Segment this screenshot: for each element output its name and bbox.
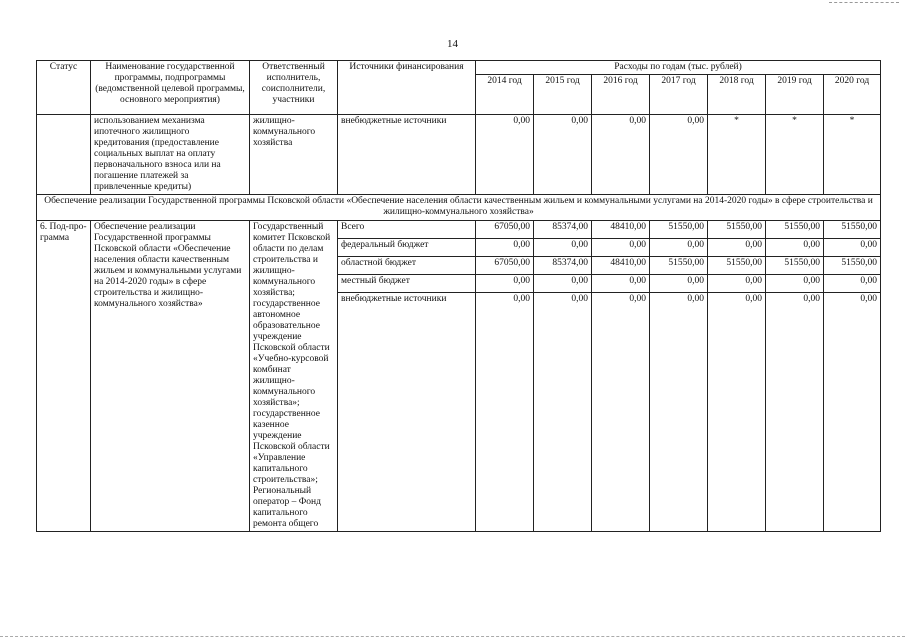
- value-cell: 51550,00: [766, 221, 824, 239]
- value-cell: 48410,00: [592, 221, 650, 239]
- header-expenses: Расходы по годам (тыс. рублей): [476, 61, 881, 75]
- value-cell: 0,00: [650, 275, 708, 293]
- subprogram-executor: Государственный комитет Псковской области по делам строительства и жилищно-коммунального хозяйства; государственное автономное образовательное учреждение Псковской области «Учебно-курсовой комбинат жилищно-коммунального хозяйства»; государственное казенное учреждение Псковской области «Управление капитального строительства»; Региональный оператор – Фонд капитального ремонта общего: [250, 221, 338, 532]
- section-title-row: [37, 195, 881, 221]
- year-header: 2016 год: [592, 75, 650, 115]
- value-cell: 67050,00: [476, 257, 534, 275]
- value-cell: 0,00: [592, 275, 650, 293]
- value-cell: 51550,00: [824, 257, 881, 275]
- value-cell: 0,00: [592, 293, 650, 532]
- continued-row: [37, 115, 881, 195]
- budget-table: [36, 60, 881, 532]
- value-cell: 85374,00: [534, 221, 592, 239]
- year-header: 2015 год: [534, 75, 592, 115]
- value-cell: 51550,00: [650, 257, 708, 275]
- value-cell: 48410,00: [592, 257, 650, 275]
- year-header: 2020 год: [824, 75, 881, 115]
- subprogram-row: [37, 221, 881, 239]
- value-cell: 0,00: [766, 239, 824, 257]
- value-cell: 51550,00: [708, 257, 766, 275]
- subprogram-status: 6. Под-про-грамма: [37, 221, 91, 532]
- scan-edge-bottom: [0, 636, 905, 637]
- source-cell: внебюджетные источники: [338, 293, 476, 532]
- value-cell: 0,00: [650, 293, 708, 532]
- header-status: Статус: [37, 61, 91, 115]
- value-cell: 0,00: [708, 275, 766, 293]
- source-cell: местный бюджет: [338, 275, 476, 293]
- header-executor: Ответственный исполнитель, соисполнители, участники: [250, 61, 338, 115]
- source-cell: федеральный бюджет: [338, 239, 476, 257]
- value-cell: *: [824, 115, 881, 195]
- header-row-1: [37, 61, 881, 75]
- value-cell: 67050,00: [476, 221, 534, 239]
- header-name: Наименование государственной программы, подпрограммы (ведомственной целевой программы, основного мероприятия): [91, 61, 250, 115]
- value-cell: 51550,00: [708, 221, 766, 239]
- value-cell: 0,00: [476, 293, 534, 532]
- source-cell: внебюджетные источники: [338, 115, 476, 195]
- value-cell: 51550,00: [766, 257, 824, 275]
- value-cell: *: [708, 115, 766, 195]
- page-number: 14: [447, 38, 458, 50]
- year-header: 2014 год: [476, 75, 534, 115]
- executor-cell: жилищно-коммунального хозяйства: [250, 115, 338, 195]
- value-cell: 0,00: [824, 293, 881, 532]
- header-sources: Источники финансирования: [338, 61, 476, 115]
- value-cell: 0,00: [766, 293, 824, 532]
- value-cell: 0,00: [534, 293, 592, 532]
- value-cell: 0,00: [476, 239, 534, 257]
- value-cell: 0,00: [650, 239, 708, 257]
- subprogram-name: Обеспечение реализации Государственной программы Псковской области «Обеспечение населения области качественным жильем и коммунальными услугами на 2014-2020 годы» в сфере строительства и жилищно-коммунального хозяйства»: [91, 221, 250, 532]
- value-cell: 0,00: [534, 115, 592, 195]
- section-title: Обеспечение реализации Государственной программы Псковской области «Обеспечение населения области качественным жильем и коммунальными услугами на 2014-2020 годы» в сфере строительства и жилищно-коммунального хозяйства»: [37, 195, 881, 221]
- value-cell: 0,00: [824, 275, 881, 293]
- value-cell: 0,00: [592, 115, 650, 195]
- year-header: 2019 год: [766, 75, 824, 115]
- year-header: 2018 год: [708, 75, 766, 115]
- value-cell: 0,00: [708, 239, 766, 257]
- source-cell: Всего: [338, 221, 476, 239]
- program-name-cell: использованием механизма ипотечного жилищного кредитования (предоставление социальных выплат на оплату первоначального взноса или на погашение платежей за привлеченные кредиты): [91, 115, 250, 195]
- value-cell: 0,00: [650, 115, 708, 195]
- scan-edge-top: [829, 2, 899, 3]
- source-cell: областной бюджет: [338, 257, 476, 275]
- value-cell: 0,00: [766, 275, 824, 293]
- value-cell: 0,00: [824, 239, 881, 257]
- value-cell: 0,00: [476, 115, 534, 195]
- status-cell: [37, 115, 91, 195]
- value-cell: 0,00: [708, 293, 766, 532]
- value-cell: 0,00: [534, 239, 592, 257]
- value-cell: 0,00: [534, 275, 592, 293]
- value-cell: 85374,00: [534, 257, 592, 275]
- value-cell: 0,00: [592, 239, 650, 257]
- value-cell: 51550,00: [650, 221, 708, 239]
- value-cell: 51550,00: [824, 221, 881, 239]
- value-cell: *: [766, 115, 824, 195]
- value-cell: 0,00: [476, 275, 534, 293]
- year-header: 2017 год: [650, 75, 708, 115]
